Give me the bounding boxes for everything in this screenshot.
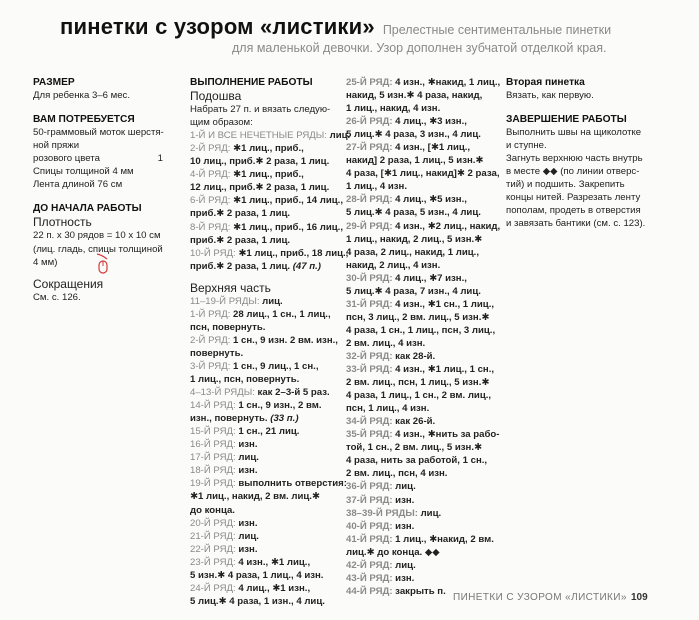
pattern-row	[346, 167, 500, 180]
row-instruction: накид] 2 раза, 1 лиц., 5 изн.✱	[346, 155, 484, 167]
pattern-row	[346, 128, 494, 141]
row-label: 38–39-Й РЯДЫ:	[346, 507, 418, 519]
row-label: 36-Й РЯД:	[346, 481, 393, 493]
finishing-line: пополам, продеть в отверстия	[506, 205, 641, 217]
pattern-row	[346, 89, 494, 102]
row-instruction: 4 изн., ✱1 лиц., 1 сн.,	[392, 364, 495, 376]
finishing-line: Загнуть верхнюю часть внутрь	[506, 153, 643, 165]
sole-heading: Подошва	[190, 89, 242, 104]
pattern-row	[346, 324, 494, 337]
materials-line	[33, 152, 175, 165]
row-instruction: той, 1 сн., 2 вм. лиц., 5 изн.✱	[346, 442, 483, 454]
row-instruction: ✱1 лиц., накид, 2 вм. лиц.✱	[190, 491, 320, 503]
abbreviations-heading: Сокращения	[33, 276, 104, 291]
pattern-row	[346, 337, 494, 350]
pattern-row	[346, 220, 501, 233]
row-label: 16-Й РЯД:	[190, 439, 236, 451]
pattern-row	[190, 247, 349, 260]
running-footer: ПИНЕТКИ С УЗОРОМ «ЛИСТИКИ»	[453, 592, 627, 603]
upper-rows	[190, 295, 347, 608]
row-instruction: изн.	[392, 494, 415, 506]
pattern-row	[190, 386, 340, 399]
sole-intro: щим образом:	[190, 117, 253, 129]
pattern-row	[190, 477, 347, 490]
row-label: 23-Й РЯД:	[190, 556, 236, 568]
row-instruction: лиц.	[259, 295, 283, 307]
row-label: 30-Й РЯД:	[346, 272, 393, 284]
row-label: 25-Й РЯД:	[346, 77, 393, 88]
row-instruction: ✱1 лиц., приб., 14 лиц.,	[230, 195, 343, 207]
page-subtitle-continued: для маленькой девочки. Узор дополнен зубчатой отделкой края.	[232, 41, 607, 55]
row-instruction: 4 изн., [✱1 лиц.,	[392, 142, 471, 154]
pattern-row	[346, 233, 494, 246]
upper-heading: Верхняя часть	[190, 280, 271, 295]
row-instruction: 1 сн., 9 изн., 2 вм.	[235, 400, 322, 412]
row-label: 27-Й РЯД:	[346, 142, 393, 154]
row-instruction: накид, 5 изн.✱ 4 раза, накид,	[346, 90, 483, 102]
pattern-row	[190, 221, 343, 234]
pattern-row	[190, 142, 340, 155]
materials-line: Лента длиной 76 см	[33, 179, 123, 191]
row-instruction: 4 изн., ✱накид, 1 лиц.,	[392, 77, 501, 88]
pattern-row	[346, 259, 494, 272]
row-label: 33-Й РЯД:	[346, 364, 393, 376]
pattern-row	[346, 193, 494, 206]
finishing-heading: ЗАВЕРШЕНИЕ РАБОТЫ	[506, 114, 627, 126]
pattern-row	[346, 454, 494, 467]
row-instruction: 1 лиц., 4 изн.	[346, 181, 408, 193]
row-label: 40-Й РЯД:	[346, 520, 393, 532]
row-instruction: закрыть п.	[392, 585, 446, 597]
stitch-count: (47 п.)	[292, 260, 321, 272]
row-instruction: лиц.	[417, 507, 442, 519]
row-label: 19-Й РЯД:	[190, 478, 236, 490]
pattern-row	[346, 402, 494, 415]
row-label: 42-Й РЯД:	[346, 559, 393, 571]
row-label: 37-Й РЯД:	[346, 494, 393, 506]
row-label: 3-Й РЯД:	[190, 360, 231, 372]
pattern-row	[346, 76, 501, 89]
pattern-row	[190, 490, 340, 503]
pattern-row	[346, 154, 494, 167]
finishing-line: и ступне.	[506, 140, 547, 152]
row-instruction: 5 изн.✱ 4 раза, 1 лиц., 4 изн.	[190, 569, 324, 581]
sole-intro: Набрать 27 п. и вязать следую-	[190, 104, 331, 116]
sole-rows	[190, 129, 351, 273]
row-instruction: 10 лиц., приб.✱ 2 раза, 1 лиц.	[190, 156, 330, 168]
row-instruction: лиц.	[235, 530, 259, 542]
row-instruction: ✱1 лиц., приб.,	[230, 143, 304, 155]
pattern-row	[346, 246, 494, 259]
finishing-line: в месте ◆◆ (по линии отверс-	[506, 166, 640, 178]
row-label: 6-Й РЯД:	[190, 195, 231, 207]
pattern-row	[190, 425, 340, 438]
pattern-row	[346, 311, 494, 324]
row-instruction: как 2–3-й 5 раз.	[254, 387, 330, 399]
row-instruction: 4 изн., ✱1 сн., 1 лиц.,	[392, 298, 495, 310]
pattern-row	[346, 389, 494, 402]
pattern-row	[346, 102, 494, 115]
pattern-row	[190, 194, 343, 207]
row-instruction: 2 вм. лиц., 4 изн.	[346, 337, 426, 349]
pattern-row	[190, 530, 340, 543]
row-instruction: 4 раза, нить за работой, 1 сн.,	[346, 455, 488, 467]
row-instruction: 2 вм. лиц., псн, 1 лиц., 5 изн.✱	[346, 377, 490, 389]
materials-line: Спицы толщиной 4 мм	[33, 166, 134, 178]
row-label: 14-Й РЯД:	[190, 400, 236, 412]
row-label: 20-Й РЯД:	[190, 517, 236, 529]
row-label: 29-Й РЯД:	[346, 220, 393, 232]
pattern-row	[346, 376, 494, 389]
finishing-line: концы нитей. Разрезать ленту	[506, 192, 641, 204]
row-instruction: изн.	[235, 439, 258, 451]
row-instruction: 4 раза, 1 сн., 1 лиц., псн, 3 лиц.,	[346, 324, 496, 336]
pattern-row	[190, 168, 340, 181]
page-footer	[0, 592, 699, 608]
row-label: 11–19-Й РЯДЫ:	[190, 295, 260, 307]
row-instruction: до конца.	[190, 504, 235, 516]
row-instruction: 5 лиц.✱ 4 раза, 7 изн., 4 лиц.	[346, 285, 481, 297]
materials-line: 50-граммовый моток шерстя-	[33, 127, 164, 139]
row-label: 34-Й РЯД:	[346, 416, 393, 428]
row-label: 41-Й РЯД:	[346, 533, 393, 545]
pattern-row	[346, 206, 494, 219]
mouse-cursor-icon	[96, 253, 110, 275]
pattern-row	[190, 308, 340, 321]
row-label: 22-Й РЯД:	[190, 543, 236, 555]
page-title: пинетки с узором «листики»	[60, 14, 375, 39]
pattern-row	[190, 295, 340, 308]
materials-line: ной пряжи	[33, 140, 80, 152]
pattern-row	[346, 415, 494, 428]
before-start-heading: ДО НАЧАЛА РАБОТЫ	[33, 203, 142, 215]
row-label: 43-Й РЯД:	[346, 572, 393, 584]
pattern-row	[190, 334, 340, 347]
column-instructions-2	[346, 76, 501, 598]
finishing-text	[506, 126, 671, 230]
row-label: 28-Й РЯД:	[346, 194, 393, 206]
row-label: 18-Й РЯД:	[190, 465, 236, 477]
pattern-row	[190, 451, 340, 464]
row-instruction: приб.✱ 2 раза, 1 лиц.	[190, 208, 291, 220]
row-label: 26-Й РЯД:	[346, 116, 393, 128]
row-instruction: 1 лиц., накид, 4 изн.	[346, 103, 441, 115]
pattern-row	[190, 373, 340, 386]
pattern-row	[190, 556, 340, 569]
row-instruction: 4 раза, 2 лиц., накид, 1 лиц.,	[346, 246, 479, 258]
row-label: 4–13-Й РЯДЫ:	[190, 387, 255, 399]
row-instruction: приб.✱ 2 раза, 1 лиц.	[190, 234, 291, 246]
row-instruction: 4 раза, 1 лиц., 1 сн., 2 вм. лиц.,	[346, 390, 492, 402]
row-instruction: 2 вм. лиц., псн, 4 изн.	[346, 468, 448, 480]
pattern-row	[190, 399, 340, 412]
row-instruction: как 26-й.	[392, 416, 436, 428]
pattern-row	[346, 363, 494, 376]
title-line	[60, 14, 611, 40]
row-label: 44-Й РЯД:	[346, 585, 393, 597]
row-instruction: 28 лиц., 1 сн., 1 лиц.,	[230, 308, 331, 320]
upper-rows-continued	[346, 76, 501, 598]
row-instruction: 4 лиц., ✱3 изн.,	[392, 116, 467, 128]
density-line: 4 мм)	[33, 256, 58, 268]
row-label: 24-Й РЯД:	[190, 582, 236, 594]
row-instruction: 4 раза, [✱1 лиц., накид]✱ 2 раза,	[346, 168, 500, 180]
row-instruction: псн, повернуть.	[190, 321, 266, 333]
row-instruction: 1 сн., 9 изн. 2 вм. изн.,	[230, 334, 338, 346]
row-instruction: изн.	[235, 517, 258, 529]
density-line: 22 п. х 30 рядов = 10 х 10 см	[33, 230, 161, 242]
row-instruction: 4 изн., ✱2 лиц., накид,	[392, 220, 501, 232]
row-instruction: лиц.	[392, 559, 416, 571]
page-subtitle: Прелестные сентиментальные пинетки	[382, 23, 612, 37]
row-instruction: 5 лиц.✱ 4 раза, 1 изн., 4 лиц.	[190, 595, 325, 607]
row-instruction: 5 лиц.✱ 4 раза, 5 изн., 4 лиц.	[346, 207, 481, 219]
row-instruction: 1 лиц., ✱накид, 2 вм.	[392, 533, 494, 545]
row-instruction: псн, 1 лиц., 4 изн.	[346, 403, 430, 415]
row-label: 1-Й РЯД:	[190, 308, 231, 320]
pattern-row	[190, 464, 340, 477]
pattern-row	[346, 533, 494, 546]
row-label: 2-Й РЯД:	[190, 143, 231, 155]
row-label: 32-Й РЯД:	[346, 350, 393, 362]
row-instruction: лиц.	[235, 452, 259, 464]
finishing-line: Выполнить швы на щиколотке	[506, 127, 642, 139]
row-instruction: лиц.✱ до конца. ◆◆	[346, 546, 440, 558]
pattern-row	[190, 438, 340, 451]
row-instruction: 4 лиц., ✱1 изн.,	[235, 582, 311, 594]
pattern-row	[346, 559, 494, 572]
row-label: 35-Й РЯД:	[346, 429, 393, 441]
row-label: 17-Й РЯД:	[190, 452, 236, 464]
row-instruction: изн.	[235, 543, 258, 555]
pattern-row	[346, 141, 494, 154]
row-label: 31-Й РЯД:	[346, 298, 393, 310]
pattern-row	[346, 572, 494, 585]
row-instruction: выполнить отверстия:	[235, 478, 347, 490]
row-instruction: 1 лиц., псн, повернуть.	[190, 374, 300, 386]
row-instruction: лиц.	[392, 481, 416, 493]
pattern-row	[190, 517, 340, 530]
row-instruction: как 28-й.	[392, 350, 436, 362]
pattern-row	[346, 285, 494, 298]
row-instruction: ✱1 лиц., приб., 16 лиц.,	[230, 221, 343, 233]
pattern-row	[346, 507, 494, 520]
pattern-row	[190, 347, 340, 360]
pattern-row	[190, 207, 340, 220]
row-label: 21-Й РЯД:	[190, 530, 236, 542]
instructions-heading: ВЫПОЛНЕНИЕ РАБОТЫ	[190, 77, 313, 88]
pattern-row	[346, 546, 494, 559]
row-instruction: 5 лиц.✱ 4 раза, 3 изн., 4 лиц.	[346, 129, 481, 141]
second-bootie-text: Вязать, как первую.	[506, 90, 594, 102]
size-text: Для ребенка 3–6 мес.	[33, 90, 131, 102]
row-instruction: ✱1 лиц., приб.,	[230, 169, 304, 181]
finishing-line: тий) и подшить. Закрепить	[506, 179, 625, 191]
pattern-row	[346, 494, 494, 507]
pattern-row	[346, 480, 494, 493]
pattern-row	[346, 298, 494, 311]
row-instruction: 4 изн., ✱нить за рабо-	[392, 429, 500, 441]
materials-yarn-qty: 1	[157, 153, 163, 165]
row-instruction: 4 лиц., ✱5 изн.,	[392, 194, 467, 206]
row-instruction: приб.✱ 2 раза, 1 лиц.	[190, 260, 293, 272]
pattern-row	[346, 180, 494, 193]
row-label: 8-Й РЯД:	[190, 221, 231, 233]
pattern-row	[190, 569, 340, 582]
materials-heading: ВАМ ПОТРЕБУЕТСЯ	[33, 114, 135, 126]
row-instruction: псн, 3 лиц., 2 вм. лиц., 5 изн.✱	[346, 311, 490, 323]
row-instruction: лиц.	[326, 130, 351, 142]
column-instructions-1	[190, 76, 351, 608]
row-instruction: накид, 2 лиц., 4 изн.	[346, 259, 441, 271]
density-line: (лиц. гладь, спицы толщиной	[33, 243, 163, 255]
stitch-count: (33 п.)	[270, 413, 299, 425]
row-instruction: 1 лиц., накид, 2 лиц., 5 изн.✱	[346, 233, 483, 245]
row-label: 2-Й РЯД:	[190, 334, 231, 346]
row-label: 15-Й РЯД:	[190, 426, 236, 438]
second-bootie-heading: Вторая пинетка	[506, 77, 585, 88]
materials-yarn-color: розового цвета	[33, 153, 100, 165]
row-label: 1-Й И ВСЕ НЕЧЕТНЫЕ РЯДЫ:	[190, 130, 327, 142]
row-instruction: 1 сн., 9 лиц., 1 сн.,	[230, 360, 319, 372]
pattern-row	[346, 441, 494, 454]
row-instruction: 12 лиц., приб.✱ 2 раза, 1 лиц.	[190, 182, 330, 194]
pattern-row	[190, 321, 340, 334]
page-number: 109	[631, 592, 648, 603]
row-instruction: изн.	[392, 572, 415, 584]
row-instruction: 4 лиц., ✱7 изн.,	[392, 272, 467, 284]
pattern-row	[346, 272, 494, 285]
row-instruction: изн.	[392, 520, 415, 532]
row-instruction: повернуть.	[190, 347, 244, 359]
pattern-row	[190, 360, 340, 373]
pattern-row	[346, 467, 494, 480]
row-instruction: ✱1 лиц., приб., 18 лиц.,	[235, 247, 349, 259]
pattern-row	[190, 155, 340, 168]
row-label: 4-Й РЯД:	[190, 169, 231, 181]
pattern-row	[346, 350, 494, 363]
abbreviations-text: См. с. 126.	[33, 291, 81, 303]
row-instruction: 1 сн., 21 лиц.	[235, 426, 300, 438]
row-label: 10-Й РЯД:	[190, 247, 236, 259]
pattern-row	[190, 234, 340, 247]
pattern-row	[190, 543, 340, 556]
pattern-row	[190, 129, 351, 142]
row-instruction: изн., повернуть.	[190, 413, 271, 425]
pattern-row	[190, 412, 340, 425]
row-instruction: изн.	[235, 465, 258, 477]
row-instruction: 4 изн., ✱1 лиц.,	[235, 556, 311, 568]
size-heading: РАЗМЕР	[33, 77, 75, 88]
pattern-row	[346, 520, 494, 533]
pattern-row	[190, 260, 340, 273]
pattern-row	[346, 115, 494, 128]
column-finishing	[506, 76, 671, 231]
pattern-row	[346, 428, 500, 441]
density-heading: Плотность	[33, 215, 92, 230]
finishing-line: и завязать бантики (см. с. 123).	[506, 218, 646, 230]
pattern-row	[190, 504, 340, 517]
pattern-row	[190, 181, 340, 194]
